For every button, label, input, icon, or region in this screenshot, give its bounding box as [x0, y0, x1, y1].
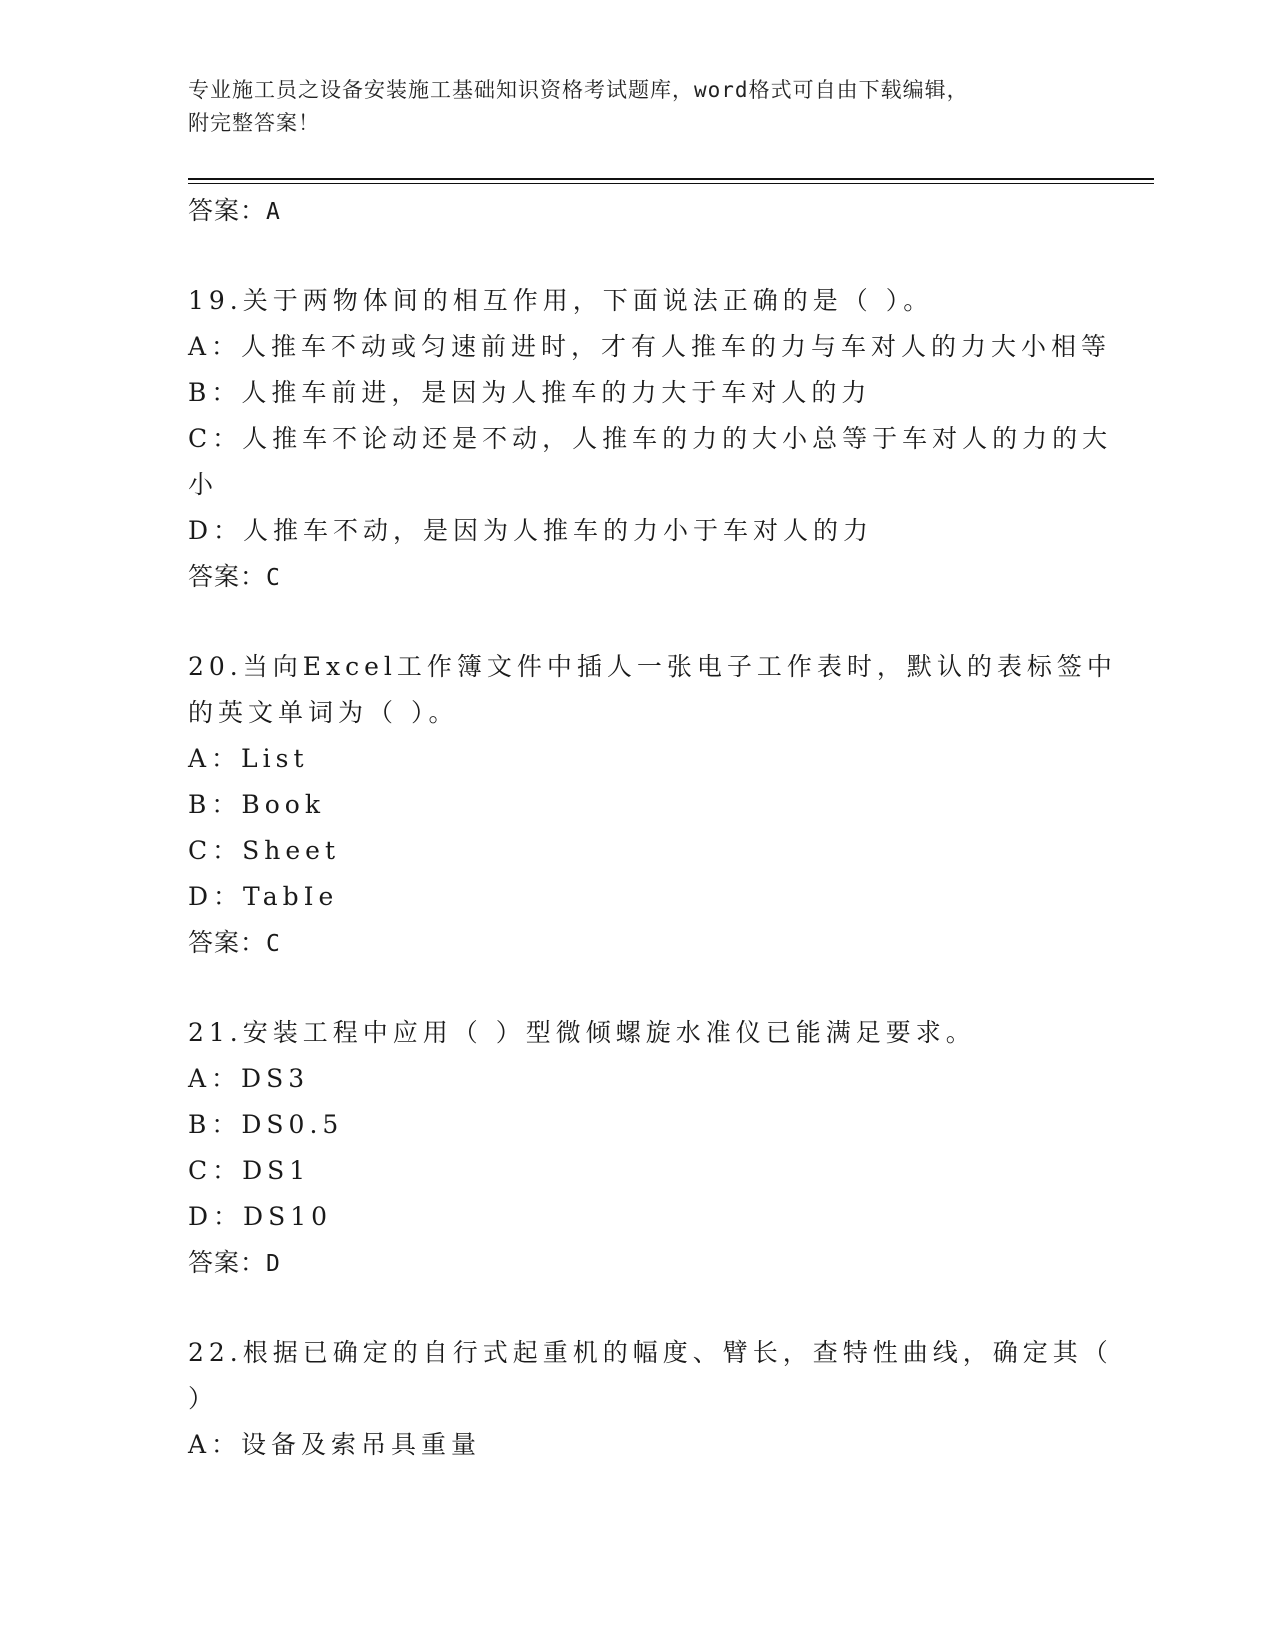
question-stem: 20.当向Excel工作簿文件中插人一张电子工作表时，默认的表标签中 — [188, 652, 1117, 681]
question-stem: 21.安装工程中应用（ ）型微倾螺旋水准仪已能满足要求。 — [188, 1018, 976, 1047]
question-19 — [188, 278, 1113, 600]
question-20 — [188, 644, 1117, 966]
answer-label: 答案： — [188, 196, 267, 225]
spacer — [188, 1286, 1068, 1330]
option-b: B：DS0.5 — [188, 1110, 344, 1139]
question-21 — [188, 1010, 1068, 1286]
option-a: A：List — [188, 744, 309, 773]
answer-label: 答案： — [188, 928, 267, 957]
answer-line — [188, 554, 1068, 600]
header-rule-thin — [188, 183, 1154, 184]
spacer — [188, 966, 1068, 1010]
question-stem-continued: 的英文单词为（ ）。 — [188, 698, 459, 727]
answer-value: D — [266, 1251, 281, 1277]
option-c-continued: 小 — [188, 470, 219, 499]
option-b: B：人推车前进，是因为人推车的力大于车对人的力 — [188, 378, 872, 407]
question-stem: 22.根据已确定的自行式起重机的幅度、臂长，查特性曲线，确定其（ — [188, 1338, 1113, 1367]
document-header — [188, 74, 1068, 140]
answer-line — [188, 1240, 1068, 1286]
option-c: C：人推车不论动还是不动，人推车的力的大小总等于车对人的力的大 — [188, 424, 1113, 453]
answer-value: C — [266, 931, 281, 957]
spacer — [188, 234, 1068, 278]
option-a: A：设备及索吊具重量 — [188, 1430, 482, 1459]
header-rule — [188, 178, 1154, 180]
question-22 — [188, 1330, 1113, 1468]
option-d: D：人推车不动，是因为人推车的力小于车对人的力 — [188, 516, 874, 545]
answer-label: 答案： — [188, 562, 267, 591]
header-line-2: 附完整答案！ — [188, 111, 320, 135]
option-a: A：DS3 — [188, 1064, 310, 1093]
option-c: C：Sheet — [188, 836, 340, 865]
question-stem: 19.关于两物体间的相互作用，下面说法正确的是（ ）。 — [188, 286, 934, 315]
answer-value: C — [266, 565, 281, 591]
answer-value: A — [266, 199, 281, 225]
spacer — [188, 600, 1068, 644]
header-line-1: 专业施工员之设备安装施工基础知识资格考试题库，word格式可自由下载编辑， — [188, 78, 969, 102]
question-list — [188, 188, 1117, 1468]
option-d: D：DS10 — [188, 1202, 333, 1231]
answer-line — [188, 188, 1068, 234]
answer-line — [188, 920, 1068, 966]
option-d: D：TabIe — [188, 882, 339, 911]
answer-label: 答案： — [188, 1248, 267, 1277]
option-c: C：DS1 — [188, 1156, 311, 1185]
question-stem-continued: ） — [188, 1384, 219, 1413]
option-a: A：人推车不动或匀速前进时，才有人推车的力与车对人的力大小相等 — [188, 332, 1112, 361]
option-b: B：Book — [188, 790, 325, 819]
